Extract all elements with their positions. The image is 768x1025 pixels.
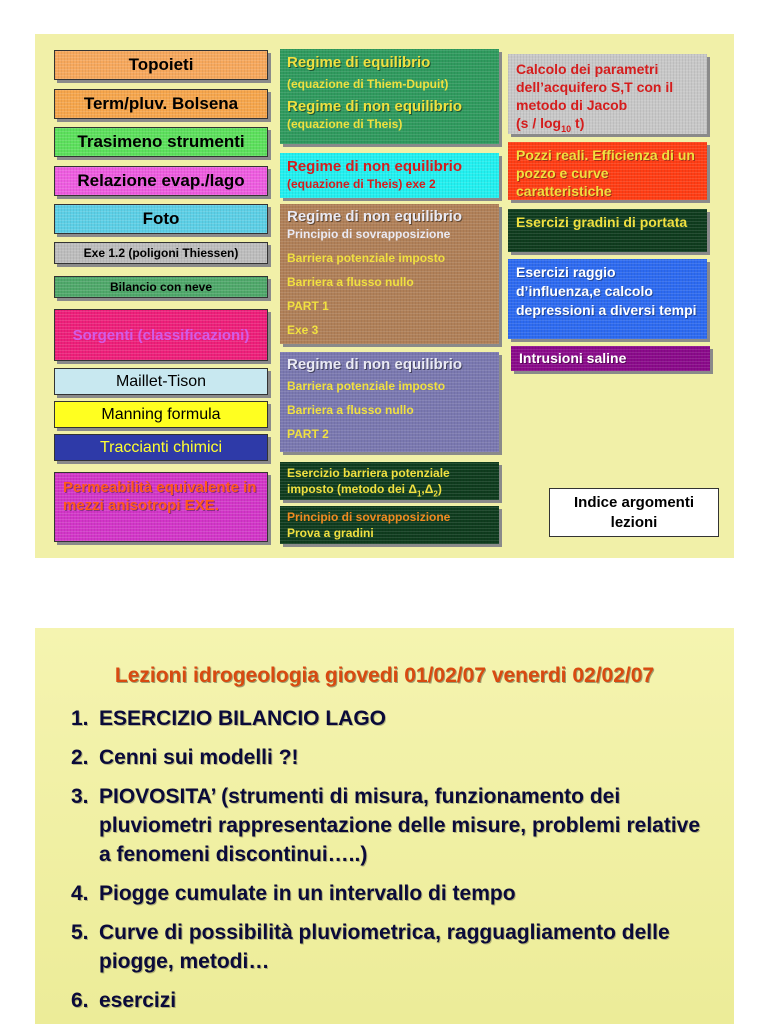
lesson-title: Lezioni idrogeologia giovedi 01/02/07 venerdi 02/02/07 [114,664,655,687]
list-item-text: Curve di possibilità pluviometrica, ragguagliamento delle piogge, metodi… [99,921,670,973]
foto-button[interactable] [54,204,268,234]
relazione-evap-lago-label: Relazione evap./lago [77,171,245,190]
exe-poligoni-thiessen-button[interactable] [54,242,268,264]
list-item [71,918,704,976]
theis-exe2-subtitle: (equazione di Theis) exe 2 [287,177,436,191]
esercizi-gradini-text: Esercizi gradini di portata [516,214,688,230]
jacob-line2: dell’acquifero S,T con il [516,79,674,95]
indice-argomenti-label: Indice argomenti lezioni [573,493,695,531]
term-pluv-bolsena-button[interactable] [54,89,268,119]
regime-non-equilibrio-theis-box[interactable] [280,153,499,198]
maillet-tison-label: Maillet-Tison [115,372,207,390]
esercizi-raggio-text: Esercizi raggio d’influenza,e calcolo depressioni a diversi tempi [516,264,697,318]
esercizi-raggio-box[interactable] [508,259,707,339]
intrusioni-saline-text: Intrusioni saline [519,350,627,366]
list-item-text: ESERCIZIO BILANCIO LAGO [99,707,387,730]
regime-non-equilibrio-part1-box[interactable] [280,204,499,344]
list-item [71,986,704,1015]
bilancio-con-neve-label: Bilancio con neve [109,280,213,294]
barriera-potenziale-link[interactable]: Barriera potenziale imposto [287,251,446,265]
regime-equilibrio-box[interactable] [280,49,499,144]
thiem-dupuit-subtitle: (equazione di Thiem-Dupuit) [287,77,449,91]
esercizio-barriera-line2: imposto (metodo dei $\Delta_1,\Delta_2$) [287,482,442,499]
term-pluv-bolsena-label: Term/pluv. Bolsena [83,94,239,113]
list-item-number: 3. [71,785,89,808]
jacob-line4: $(s / \log_{10} t)$ [516,115,585,134]
esercizio-barriera-box[interactable] [280,462,499,500]
manning-formula-label: Manning formula [101,405,221,423]
permeabilita-equivalente-label: Permeabilità equivalente in mezzi anisotropi EXE. [63,479,257,514]
list-item [71,782,704,869]
exe3-link[interactable]: Exe 3 [287,323,319,337]
list-item-number: 6. [71,989,89,1012]
topoieti-label: Topoieti [128,55,194,74]
principio-sovrapposizione-link[interactable]: Principio di sovrapposizione [287,227,451,241]
pozzi-reali-box[interactable] [508,142,707,200]
topoieti-button[interactable] [54,50,268,80]
relazione-evap-lago-button[interactable] [54,166,268,196]
esercizio-barriera-line1: Esercizio barriera potenziale [287,466,450,480]
list-item-number: 4. [71,882,89,905]
maillet-tison-button[interactable] [54,368,268,395]
traccianti-chimici-button[interactable] [54,434,268,461]
manning-formula-button[interactable] [54,401,268,428]
regime-equilibrio-title[interactable]: Regime di equilibrio [287,54,431,71]
prova-gradini-line2: Prova a gradini [287,526,374,540]
barriera-flusso-nullo-link[interactable]: Barriera a flusso nullo [287,275,414,289]
slide-index [35,34,734,558]
list-item-number: 2. [71,746,89,769]
list-item-number: 5. [71,921,89,944]
traccianti-chimici-label: Traccianti chimici [99,438,223,456]
list-item-text: Piogge cumulate in un intervallo di tempo [99,882,516,905]
pozzi-reali-text: Pozzi reali. Efficienza di un pozzo e curve caratteristiche [516,147,695,199]
bilancio-con-neve-button[interactable] [54,276,268,298]
sorgenti-classificazioni-label: Sorgenti (classificazioni) [72,326,250,344]
theis-exe2-title: Regime di non equilibrio [287,158,463,175]
intrusioni-saline-box[interactable] [511,346,710,371]
prova-gradini-line1: Principio di sovrapposizione [287,510,451,524]
trasimeno-strumenti-button[interactable] [54,127,268,157]
theis-subtitle: (equazione di Theis) [287,117,403,131]
prova-gradini-box[interactable] [280,506,499,544]
part2-link[interactable]: PART 2 [287,427,329,441]
list-item [71,879,704,908]
list-item [71,704,704,733]
part1-link[interactable]: PART 1 [287,299,329,313]
esercizi-gradini-box[interactable] [508,209,707,252]
jacob-line3: metodo di Jacob [516,97,628,113]
regime-non-equilibrio-title[interactable]: Regime di non equilibrio [287,98,463,115]
foto-label: Foto [142,209,180,228]
jacob-line1: Calcolo dei parametri [516,61,659,77]
sorgenti-classificazioni-button[interactable] [54,309,268,361]
list-item-number: 1. [71,707,89,730]
regime-non-equilibrio-part2-box[interactable] [280,352,499,452]
part2-title: Regime di non equilibrio [287,356,463,373]
list-item-text: Cenni sui modelli ?! [99,746,299,769]
list-item-text: esercizi [99,989,177,1012]
part1-title: Regime di non equilibrio [287,208,463,225]
exe-poligoni-thiessen-label: Exe 1.2 (poligoni Thiessen) [83,246,239,260]
list-item-text: PIOVOSITA’ (strumenti di misura, funzionamento dei pluviometri rappresentazione delle misure, problemi relative a fenomeni discontinui…..) [99,785,701,866]
calcolo-parametri-jacob-box[interactable] [508,54,707,134]
slide-lesson-outline [35,628,734,1024]
part2-barriera-flusso-nullo-link[interactable]: Barriera a flusso nullo [287,403,414,417]
part2-barriera-potenziale-link[interactable]: Barriera potenziale imposto [287,379,446,393]
permeabilita-equivalente-button[interactable] [54,472,268,542]
lesson-list [71,704,704,1025]
list-item [71,743,704,772]
indice-argomenti-button[interactable] [549,488,719,537]
trasimeno-strumenti-label: Trasimeno strumenti [77,132,245,151]
